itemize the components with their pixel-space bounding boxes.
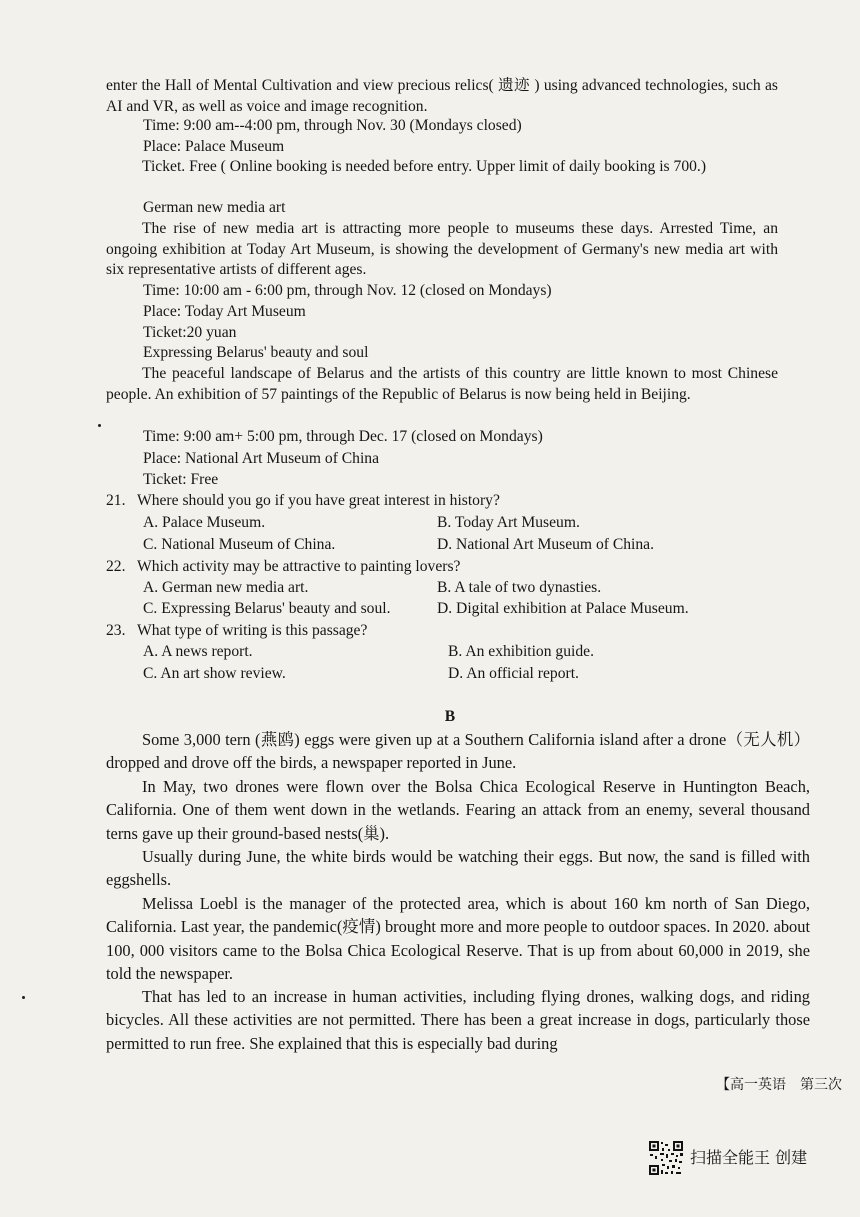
event-3-time: Time: 9:00 am+ 5:00 pm, through Dec. 17 (closed on Mondays): [143, 428, 543, 445]
passage-a-paragraph-1: enter the Hall of Mental Cultivation and view precious relics( 遗迹 ) using advanced technologies, such as AI and VR, as well as voice and image recognition.: [106, 77, 778, 115]
question-text: Where should you go if you have great interest in history?: [137, 492, 500, 509]
page-footer: 【高一英语 第三次: [716, 1077, 842, 1093]
option-a: A. German new media art.: [143, 579, 309, 596]
event-3-place: Place: National Art Museum of China: [143, 450, 380, 467]
event-2-ticket: Ticket:20 yuan: [143, 324, 237, 341]
option-d: D. Digital exhibition at Palace Museum.: [437, 600, 689, 617]
event-2-title: German new media art: [143, 199, 286, 216]
question-number: 22.: [106, 558, 126, 575]
passage-b-paragraph-3: Usually during June, the white birds would be watching their eggs. But now, the sand is filled with eggshells.: [106, 847, 810, 890]
question-number: 23.: [106, 622, 126, 639]
event-2-place: Place: Today Art Museum: [143, 303, 306, 320]
option-b: B. An exhibition guide.: [448, 643, 594, 660]
event-3-description: The peaceful landscape of Belarus and the artists of this country are little known to most Chinese people. An exhibition of 57 paintings of the Republic of Belarus is now being held in Beijing.: [106, 365, 778, 403]
event-2-description: The rise of new media art is attracting more people to museums these days. Arrested Time, an ongoing exhibition at Today Art Museum, is showing the development of Germany's new media art with six representative artists of different ages.: [106, 220, 778, 279]
event-2-time: Time: 10:00 am - 6:00 pm, through Nov. 12 (closed on Mondays): [143, 282, 552, 299]
option-a: A. A news report.: [143, 643, 253, 660]
question-text: Which activity may be attractive to painting lovers?: [137, 558, 461, 575]
option-c: C. National Museum of China.: [143, 536, 336, 553]
option-b: B. A tale of two dynasties.: [437, 579, 602, 596]
event-1-time: Time: 9:00 am--4:00 pm, through Nov. 30 (Mondays closed): [143, 117, 522, 134]
option-b: B. Today Art Museum.: [437, 514, 580, 531]
option-c: C. Expressing Belarus' beauty and soul.: [143, 600, 391, 617]
scan-speck: [98, 424, 101, 427]
option-c: C. An art show review.: [143, 665, 286, 682]
passage-b-paragraph-5: That has led to an increase in human activities, including flying drones, walking dogs, and riding bicycles. All these activities are not permitted. There has been a great increase in dogs, particularly those permitted to run free. She explained that this is especially bad during: [106, 987, 810, 1053]
event-3-title: Expressing Belarus' beauty and soul: [143, 344, 369, 361]
option-d: D. An official report.: [448, 665, 579, 682]
option-d: D. National Art Museum of China.: [437, 536, 654, 553]
passage-b-paragraph-1: Some 3,000 tern (燕鸥) eggs were given up at a Southern California island after a drone（无人机）dropped and drove off the birds, a newspaper reported in June.: [106, 730, 810, 773]
passage-b-paragraph-4: Melissa Loebl is the manager of the protected area, which is about 160 km north of San Diego, California. Last year, the pandemic(疫情) brought more and more people to outdoor spaces. In 2020. about 100, 000 visitors came to the Bolsa Chica Ecological Reserve. That is up from about 60,000 in 2019, she told the newspaper.: [106, 894, 810, 984]
passage-b-paragraph-2: In May, two drones were flown over the Bolsa Chica Ecological Reserve in Huntington Beach, California. One of them went down in the wetlands. Fearing an attack from an enemy, several thousand terns gave up their ground-based nests(巢).: [106, 777, 810, 843]
section-b-heading: B: [444, 708, 456, 725]
event-1-ticket: Ticket. Free ( Online booking is needed before entry. Upper limit of daily booking is 700.): [142, 158, 707, 175]
scanner-watermark: 扫描全能王 创建: [690, 1148, 808, 1167]
question-text: What type of writing is this passage?: [137, 622, 368, 639]
event-3-ticket: Ticket: Free: [143, 471, 219, 488]
question-number: 21.: [106, 492, 126, 509]
qr-code-icon: [648, 1140, 684, 1176]
event-1-place: Place: Palace Museum: [143, 138, 285, 155]
scan-speck: [22, 996, 25, 999]
option-a: A. Palace Museum.: [143, 514, 266, 531]
